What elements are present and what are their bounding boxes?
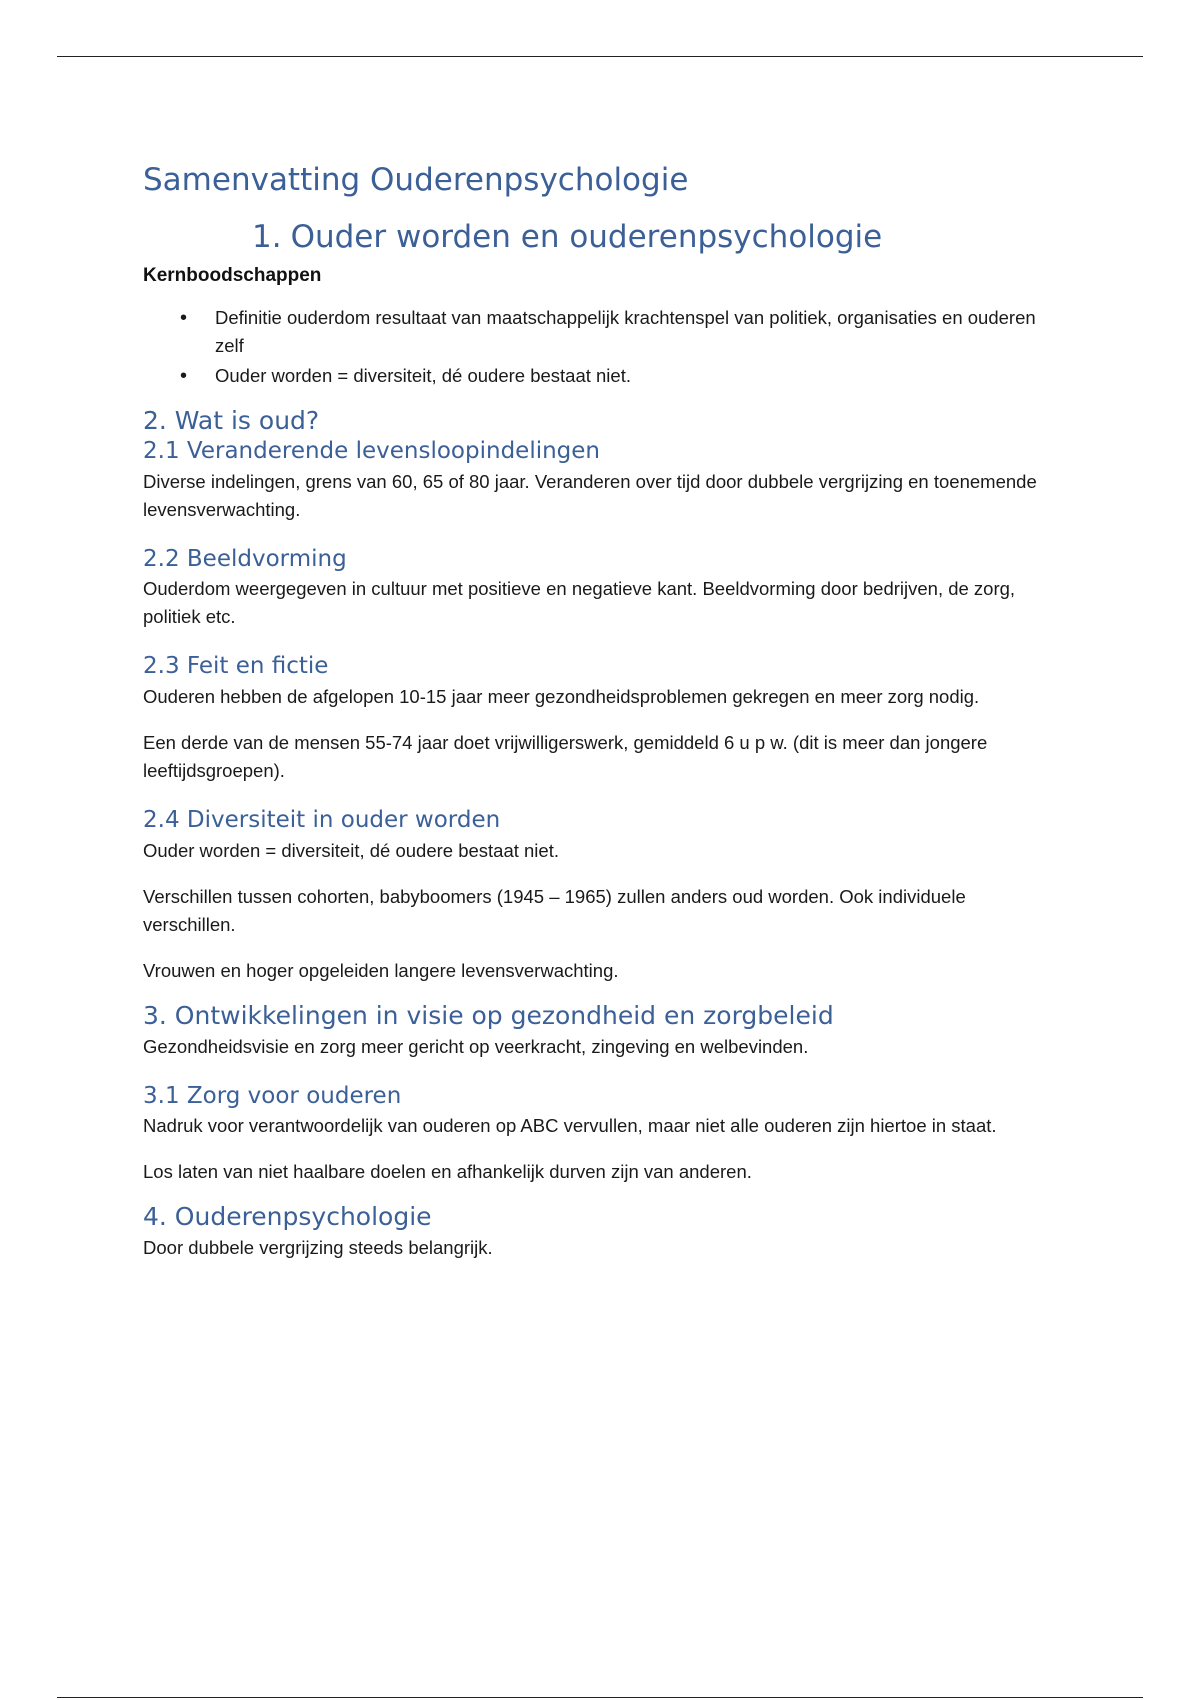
bullet-icon: •	[180, 307, 188, 330]
section-2-2-paragraph: Ouderdom weergegeven in cultuur met positieve en negatieve kant. Beeldvorming door bedrijven, de zorg, politiek etc.	[143, 578, 1016, 628]
section-2-4-paragraph-3: Vrouwen en hoger opgeleiden langere levensverwachting.	[143, 959, 619, 981]
chapter-1-heading-text: Ouder worden en ouderenpsychologie	[290, 219, 883, 256]
section-2-3-paragraph-1: Ouderen hebben de afgelopen 10-15 jaar meer gezondheidsproblemen gekregen en meer zorg nodig.	[143, 685, 980, 707]
chapter-2-heading: 2. Wat is oud?	[143, 406, 320, 436]
chapter-3-heading: 3. Ontwikkelingen in visie op gezondheid en zorgbeleid	[143, 1000, 834, 1030]
section-3-1-paragraph-1: Nadruk voor verantwoordelijk van ouderen op ABC vervullen, maar niet alle ouderen zijn hiertoe in staat.	[143, 1115, 997, 1137]
chapter-1-heading	[143, 219, 1063, 256]
list-item-text: Ouder worden = diversiteit, dé oudere bestaat niet.	[215, 365, 631, 387]
section-2-4-paragraph-1: Ouder worden = diversiteit, dé oudere bestaat niet.	[143, 839, 559, 861]
chapter-1-number: 1.	[252, 219, 282, 256]
section-3-1-paragraph-2: Los laten van niet haalbare doelen en afhankelijk durven zijn van anderen.	[143, 1161, 752, 1183]
list-item	[143, 362, 1063, 390]
section-2-2-heading: 2.2 Beeldvorming	[143, 545, 347, 572]
chapter-4-intro: Door dubbele vergrijzing steeds belangrijk.	[143, 1237, 493, 1259]
bullet-icon: •	[180, 365, 188, 388]
section-2-1-heading: 2.1 Veranderende levensloopindelingen	[143, 438, 601, 465]
section-2-3-heading: 2.3 Feit en fictie	[143, 653, 329, 680]
kernboodschappen-list	[143, 304, 1063, 390]
list-item-text: Definitie ouderdom resultaat van maatschappelijk krachtenspel van politiek, organisaties en ouderen zelf	[215, 307, 1036, 357]
section-2-4-paragraph-2: Verschillen tussen cohorten, babyboomers (1945 – 1965) zullen anders oud worden. Ook individuele verschillen.	[143, 885, 966, 935]
document-page	[143, 162, 1063, 1262]
chapter-4-heading: 4. Ouderenpsychologie	[143, 1202, 432, 1232]
document-title: Samenvatting Ouderenpsychologie	[143, 162, 689, 198]
section-3-1-heading: 3.1 Zorg voor ouderen	[143, 1082, 402, 1109]
list-item	[143, 304, 1063, 360]
section-2-3-paragraph-2: Een derde van de mensen 55-74 jaar doet vrijwilligerswerk, gemiddeld 6 u p w. (dit is meer dan jongere leeftijdsgroepen).	[143, 731, 988, 781]
kernboodschappen-label: Kernboodschappen	[143, 265, 322, 287]
section-2-4-heading: 2.4 Diversiteit in ouder worden	[143, 806, 501, 833]
page-bottom-rule	[57, 1697, 1143, 1698]
section-2-1-paragraph: Diverse indelingen, grens van 60, 65 of 80 jaar. Veranderen over tijd door dubbele vergrijzing en toenemende levensverwachting.	[143, 470, 1037, 520]
chapter-3-intro: Gezondheidsvisie en zorg meer gericht op veerkracht, zingeving en welbevinden.	[143, 1035, 809, 1057]
page-top-rule	[57, 56, 1143, 57]
